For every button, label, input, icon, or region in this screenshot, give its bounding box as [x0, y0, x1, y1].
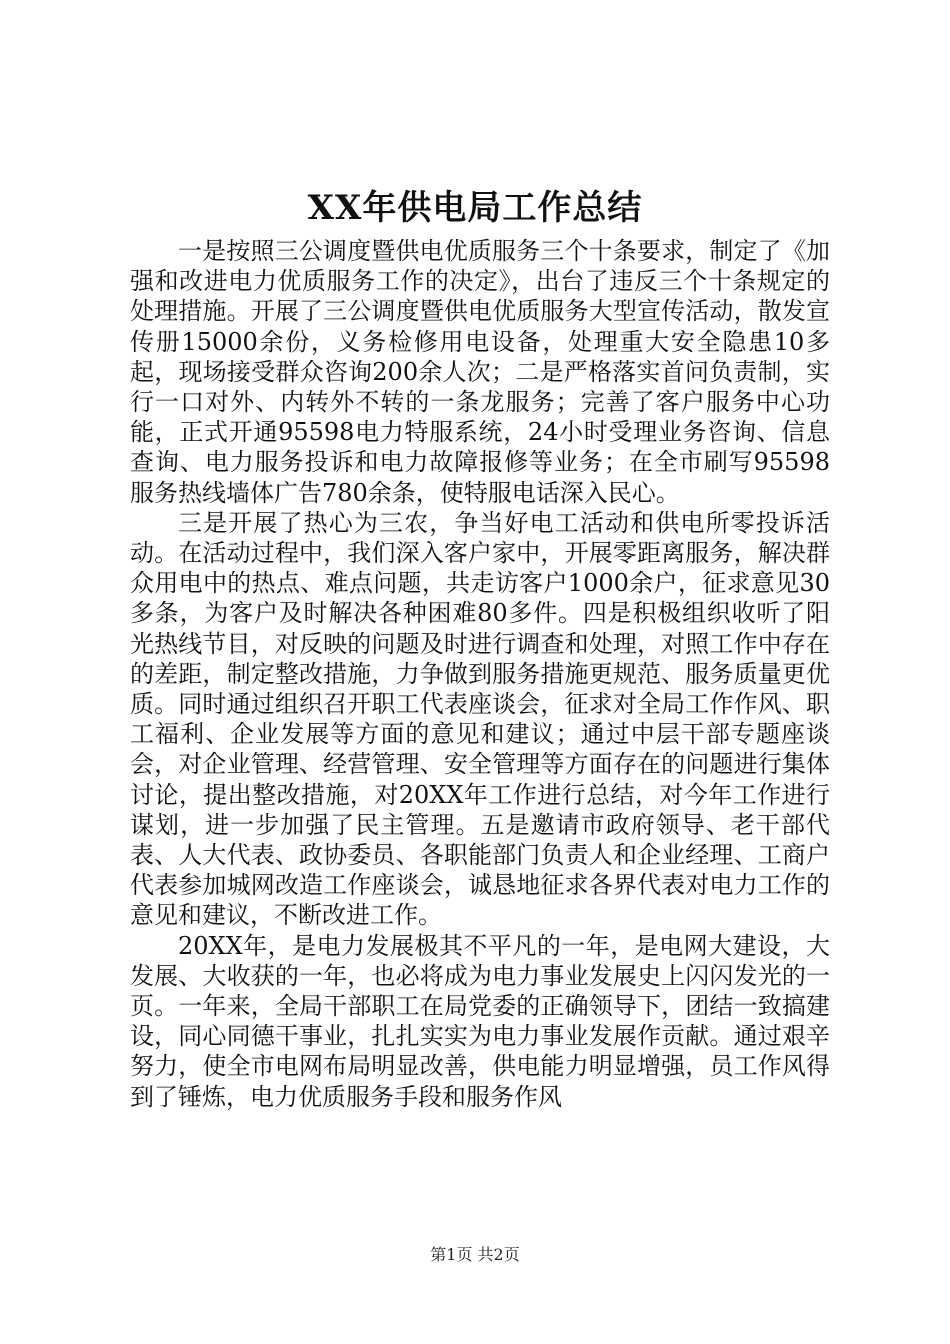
document-body — [130, 236, 830, 1112]
paragraph-3: 20XX年，是电力发展极其不平凡的一年，是电网大建设，大发展、大收获的一年，也必将成为电力事业发展史上闪闪发光的一页。一年来，全局干部职工在局党委的正确领导下，团结一致搞建设，同心同德干事业，扎扎实实为电力事业发展作贡献。通过艰辛努力，使全市电网布局明显改善，供电能力明显增强，员工作风得到了锤炼，电力优质服务手段和服务作风 — [130, 931, 830, 1111]
paragraph-2: 三是开展了热心为三农，争当好电工活动和供电所零投诉活动。在活动过程中，我们深入客户家中，开展零距离服务，解决群众用电中的热点、难点问题，共走访客户1000余户，征求意见30多条，为客户及时解决各种困难80多件。四是积极组织收听了阳光热线节目，对反映的问题及时进行调查和处理，对照工作中存在的差距，制定整改措施，力争做到服务措施更规范、服务质量更优质。同时通过组织召开职工代表座谈会，征求对全局工作作风、职工福利、企业发展等方面的意见和建议；通过中层干部专题座谈会，对企业管理、经营管理、安全管理等方面存在的问题进行集体讨论，提出整改措施，对20XX年工作进行总结，对今年工作进行谋划，进一步加强了民主管理。五是邀请市政府领导、老干部代表、人大代表、政协委员、各职能部门负责人和企业经理、工商户代表参加城网改造工作座谈会，诚恳地征求各界代表对电力工作的意见和建议，不断改进工作。 — [130, 508, 830, 930]
page-footer: 第1页 共2页 — [430, 1245, 520, 1264]
paragraph-1: 一是按照三公调度暨供电优质服务三个十条要求，制定了《加强和改进电力优质服务工作的决定》，出台了违反三个十条规定的处理措施。开展了三公调度暨供电优质服务大型宣传活动，散发宣传册15000余份，义务检修用电设备，处理重大安全隐患10多起，现场接受群众咨询200余人次；二是严格落实首问负责制，实行一口对外、内转外不转的一条龙服务；完善了客户服务中心功能，正式开通95598电力特服系统，24小时受理业务咨询、信息查询、电力服务投诉和电力故障报修等业务；在全市刷写95598服务热线墙体广告780余条，使特服电话深入民心。 — [130, 237, 830, 507]
document-title: XX年供电局工作总结 — [307, 188, 643, 228]
